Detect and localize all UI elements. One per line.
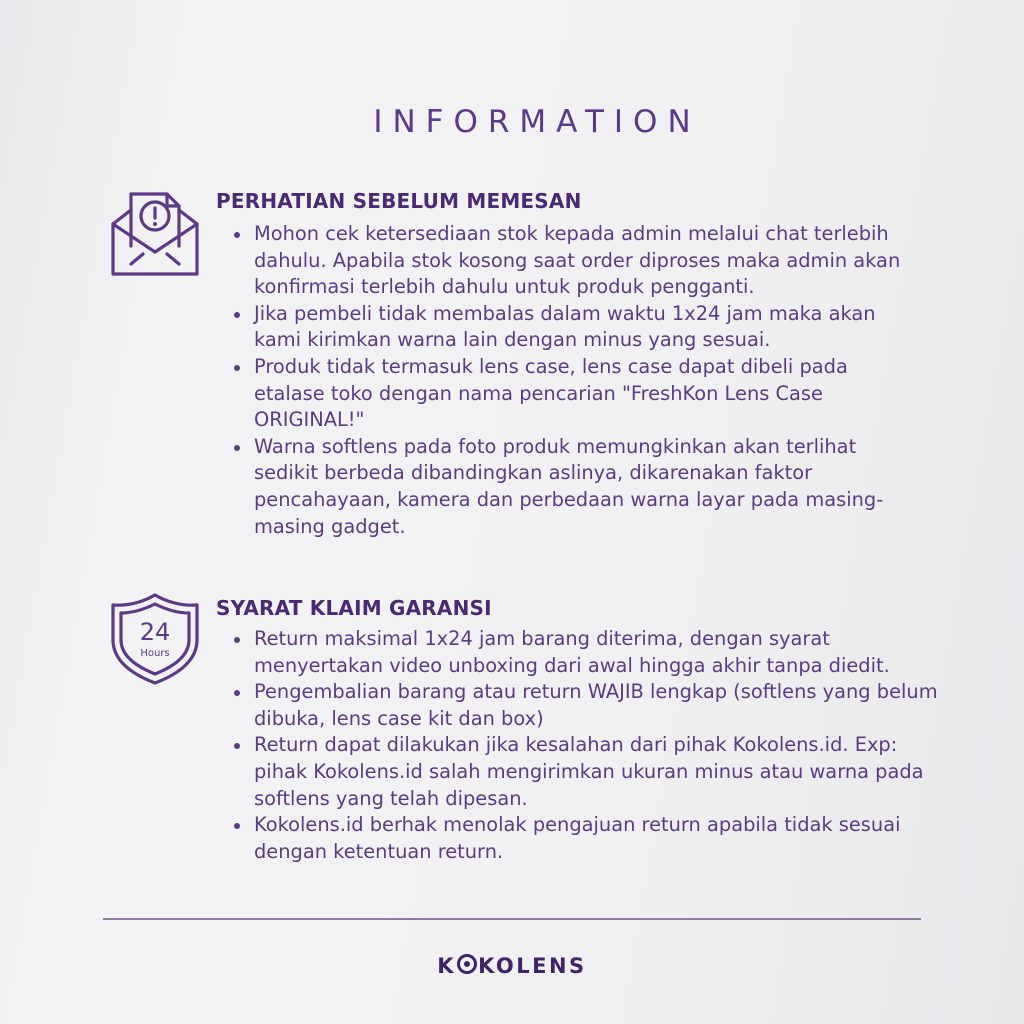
brand-logo [0,954,1024,978]
page-title: INFORMATION [373,104,701,140]
list-item: Jika pembeli tidak membalas dalam waktu 1x24 jam maka akan kami kirimkan warna lain dengan minus yang sesuai. [254,301,919,354]
list-item: Kokolens.id berhak menolak pengajuan return apabila tidak sesuai dengan ketentuan return. [254,812,944,865]
section-heading-warranty: SYARAT KLAIM GARANSI [216,596,492,620]
logo-text-rest: KOLENS [478,954,587,978]
warning-mail-icon [107,186,203,282]
list-item: Return maksimal 1x24 jam barang diterima, dengan syarat menyertakan video unboxing dari awal hingga akhir tanpa diedit. [254,626,944,679]
list-item: Mohon cek ketersediaan stok kepada admin melalui chat terlebih dahulu. Apabila stok kosong saat order diproses maka admin akan konfirmasi terlebih dahulu untuk produk pengganti. [254,221,919,301]
warranty-list [228,626,944,865]
section-heading-order-notice: PERHATIAN SEBELUM MEMESAN [216,189,582,213]
logo-letter-k: K [437,954,457,978]
lens-o-icon [457,954,477,974]
divider [103,918,921,920]
order-notice-list [228,221,919,540]
list-item: Pengembalian barang atau return WAJIB lengkap (softlens yang belum dibuka, lens case kit dan box) [254,679,944,732]
icon-number: 24 [139,618,171,646]
icon-label: Hours [140,648,170,659]
shield-24-hours-icon [107,590,203,686]
list-item: Return dapat dilakukan jika kesalahan dari pihak Kokolens.id. Exp: pihak Kokolens.id salah mengirimkan ukuran minus atau warna pada softlens yang telah dipesan. [254,732,944,812]
list-item: Warna softlens pada foto produk memungkinkan akan terlihat sedikit berbeda dibandingkan aslinya, dikarenakan faktor pencahayaan, kamera dan perbedaan warna layar pada masing-masing gadget. [254,434,919,540]
list-item: Produk tidak termasuk lens case, lens case dapat dibeli pada etalase toko dengan nama pencarian "FreshKon Lens Case ORIGINAL!" [254,354,919,434]
